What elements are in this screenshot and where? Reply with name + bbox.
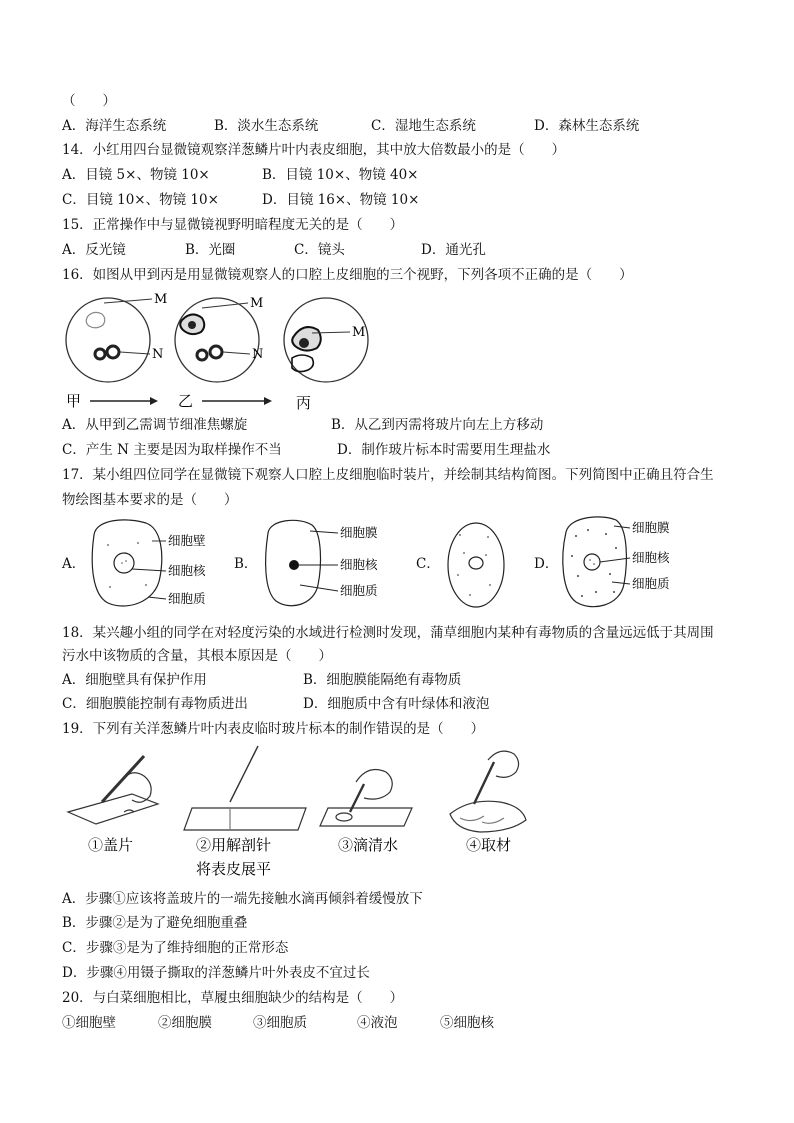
q13-option-b: B．淡水生态系统 [214, 118, 319, 134]
q17-diagram-c [440, 515, 520, 615]
q18-option-a: A．细胞壁具有保护作用 [62, 672, 207, 688]
step1-caption: ①盖片 [88, 836, 134, 854]
label-n: N [252, 347, 264, 362]
q19-option-d: D．步骤④用镊子撕取的洋葱鳞片叶外表皮不宜过长 [62, 965, 370, 981]
q13-paren: （ ） [62, 93, 116, 109]
q16-option-b: B．从乙到丙需将玻片向左上方移动 [331, 417, 544, 433]
svg-text:细胞质: 细胞质 [632, 576, 670, 591]
q15-option-c: C．镜头 [294, 242, 345, 258]
q15-stem: 15．正常操作中与显微镜视野明暗程度无关的是（ ） [62, 217, 404, 233]
arrow-head [264, 397, 272, 405]
q15-option-a: A．反光镜 [62, 242, 126, 258]
q16-option-a: A．从甲到乙需调节细准焦螺旋 [62, 417, 248, 433]
q14-stem: 14．小红用四台显微镜观察洋葱鳞片叶内表皮细胞，其中放大倍数最小的是（ ） [62, 142, 566, 158]
yi-bubble [197, 350, 207, 360]
svg-text:细胞核: 细胞核 [632, 550, 670, 565]
jia-n-pointer [120, 352, 150, 354]
step2-caption-line2: 将表皮展平 [196, 860, 272, 878]
svg-text:细胞壁: 细胞壁 [168, 533, 206, 548]
q14-option-d: D．目镜 16×、物镜 10× [262, 192, 420, 208]
q20-option-5: ⑤细胞核 [440, 1015, 494, 1031]
arrow-head [150, 397, 158, 405]
yi-n-pointer [223, 352, 250, 354]
q18-stem-line2: 污水中该物质的含量，其根本原因是（ ） [62, 648, 332, 664]
label-m: M [154, 292, 168, 307]
q17-stem-line1: 17．某小组四位同学在显微镜下观察人口腔上皮细胞临时装片，并绘制其结构简图。下列简图中正确且符合生 [62, 467, 714, 483]
svg-text:细胞质: 细胞质 [168, 591, 206, 606]
view-yi-circle [175, 298, 259, 382]
q17-diagram-a [86, 515, 226, 615]
yi-nucleus [188, 321, 196, 329]
step2-illustration [184, 746, 306, 830]
step3-illustration [320, 770, 412, 826]
q14-option-c: C．目镜 10×、物镜 10× [62, 192, 219, 208]
q20-option-3: ③细胞质 [253, 1015, 307, 1031]
svg-text:细胞核: 细胞核 [340, 557, 378, 572]
step4-illustration [450, 751, 526, 832]
q16-stem: 16．如图从甲到丙是用显微镜观察人的口腔上皮细胞的三个视野，下列各项不正确的是（ ） [62, 267, 633, 283]
label-n: N [152, 347, 164, 362]
view-jia-circle [66, 298, 150, 382]
svg-text:细胞核: 细胞核 [168, 563, 206, 578]
svg-text:细胞膜: 细胞膜 [632, 520, 670, 535]
q20-stem: 20．与白菜细胞相比，草履虫细胞缺少的结构是（ ） [62, 990, 404, 1006]
q17-letter-a: A． [62, 556, 86, 572]
q17-letter-c: C． [416, 556, 440, 572]
q19-option-a: A．步骤①应该将盖玻片的一端先接触水滴再倾斜着缓慢放下 [62, 891, 423, 907]
q17-diagram-d [556, 512, 706, 616]
q17-letter-b: B． [234, 556, 258, 572]
q14-option-b: B．目镜 10×、物镜 40× [262, 167, 419, 183]
svg-text:细胞质: 细胞质 [340, 583, 378, 598]
q18-option-b: B．细胞膜能隔绝有毒物质 [303, 672, 462, 688]
q18-option-c: C．细胞膜能控制有毒物质进出 [62, 696, 248, 712]
jia-bubble [95, 349, 105, 359]
q18-option-d: D．细胞质中含有叶绿体和液泡 [303, 696, 490, 712]
label-m: M [250, 296, 264, 311]
label-m: M [352, 325, 366, 340]
step4-caption: ④取材 [466, 836, 512, 854]
q14-option-a: A．目镜 5×、物镜 10× [62, 167, 210, 183]
jia-bubble [107, 346, 119, 358]
q16-option-d: D．制作玻片标本时需要用生理盐水 [337, 442, 551, 458]
jia-cell [86, 312, 105, 327]
q13-option-d: D．森林生态系统 [534, 118, 640, 134]
q13-option-c: C．湿地生态系统 [371, 118, 476, 134]
svg-text:细胞膜: 细胞膜 [340, 525, 378, 540]
q19-stem: 19．下列有关洋葱鳞片叶内表皮临时玻片标本的制作错误的是（ ） [62, 721, 485, 737]
q20-option-2: ②细胞膜 [158, 1015, 212, 1031]
step2-caption-line1: ②用解剖针 [196, 836, 272, 854]
q15-option-b: B．光圈 [185, 242, 236, 258]
q16-option-c: C．产生 N 主要是因为取样操作不当 [62, 442, 282, 458]
caption-jia: 甲 [66, 392, 82, 410]
q15-option-d: D．通光孔 [421, 242, 486, 258]
step1-illustration [68, 756, 158, 824]
q17-stem-line2: 物绘图基本要求的是（ ） [62, 492, 238, 508]
q19-option-b: B．步骤②是为了避免细胞重叠 [62, 915, 248, 931]
step3-caption: ③滴清水 [338, 836, 399, 854]
q20-option-1: ①细胞壁 [62, 1015, 116, 1031]
q16-microscope-figure [60, 288, 390, 412]
q19-option-c: C．步骤③是为了维持细胞的正常形态 [62, 940, 289, 956]
q13-option-a: A．海洋生态系统 [62, 118, 167, 134]
yi-bubble [210, 346, 222, 358]
q20-option-4: ④液泡 [357, 1015, 398, 1031]
caption-yi: 乙 [178, 392, 194, 410]
q17-diagram-b [260, 515, 400, 615]
bing-nucleus [299, 338, 309, 348]
caption-bing: 丙 [296, 394, 312, 412]
q17-letter-d: D． [534, 556, 559, 572]
q18-stem-line1: 18．某兴趣小组的同学在对轻度污染的水域进行检测时发现，蒲草细胞内某种有毒物质的含量远远低于其周围 [62, 625, 714, 641]
q19-steps-figure [62, 742, 552, 880]
